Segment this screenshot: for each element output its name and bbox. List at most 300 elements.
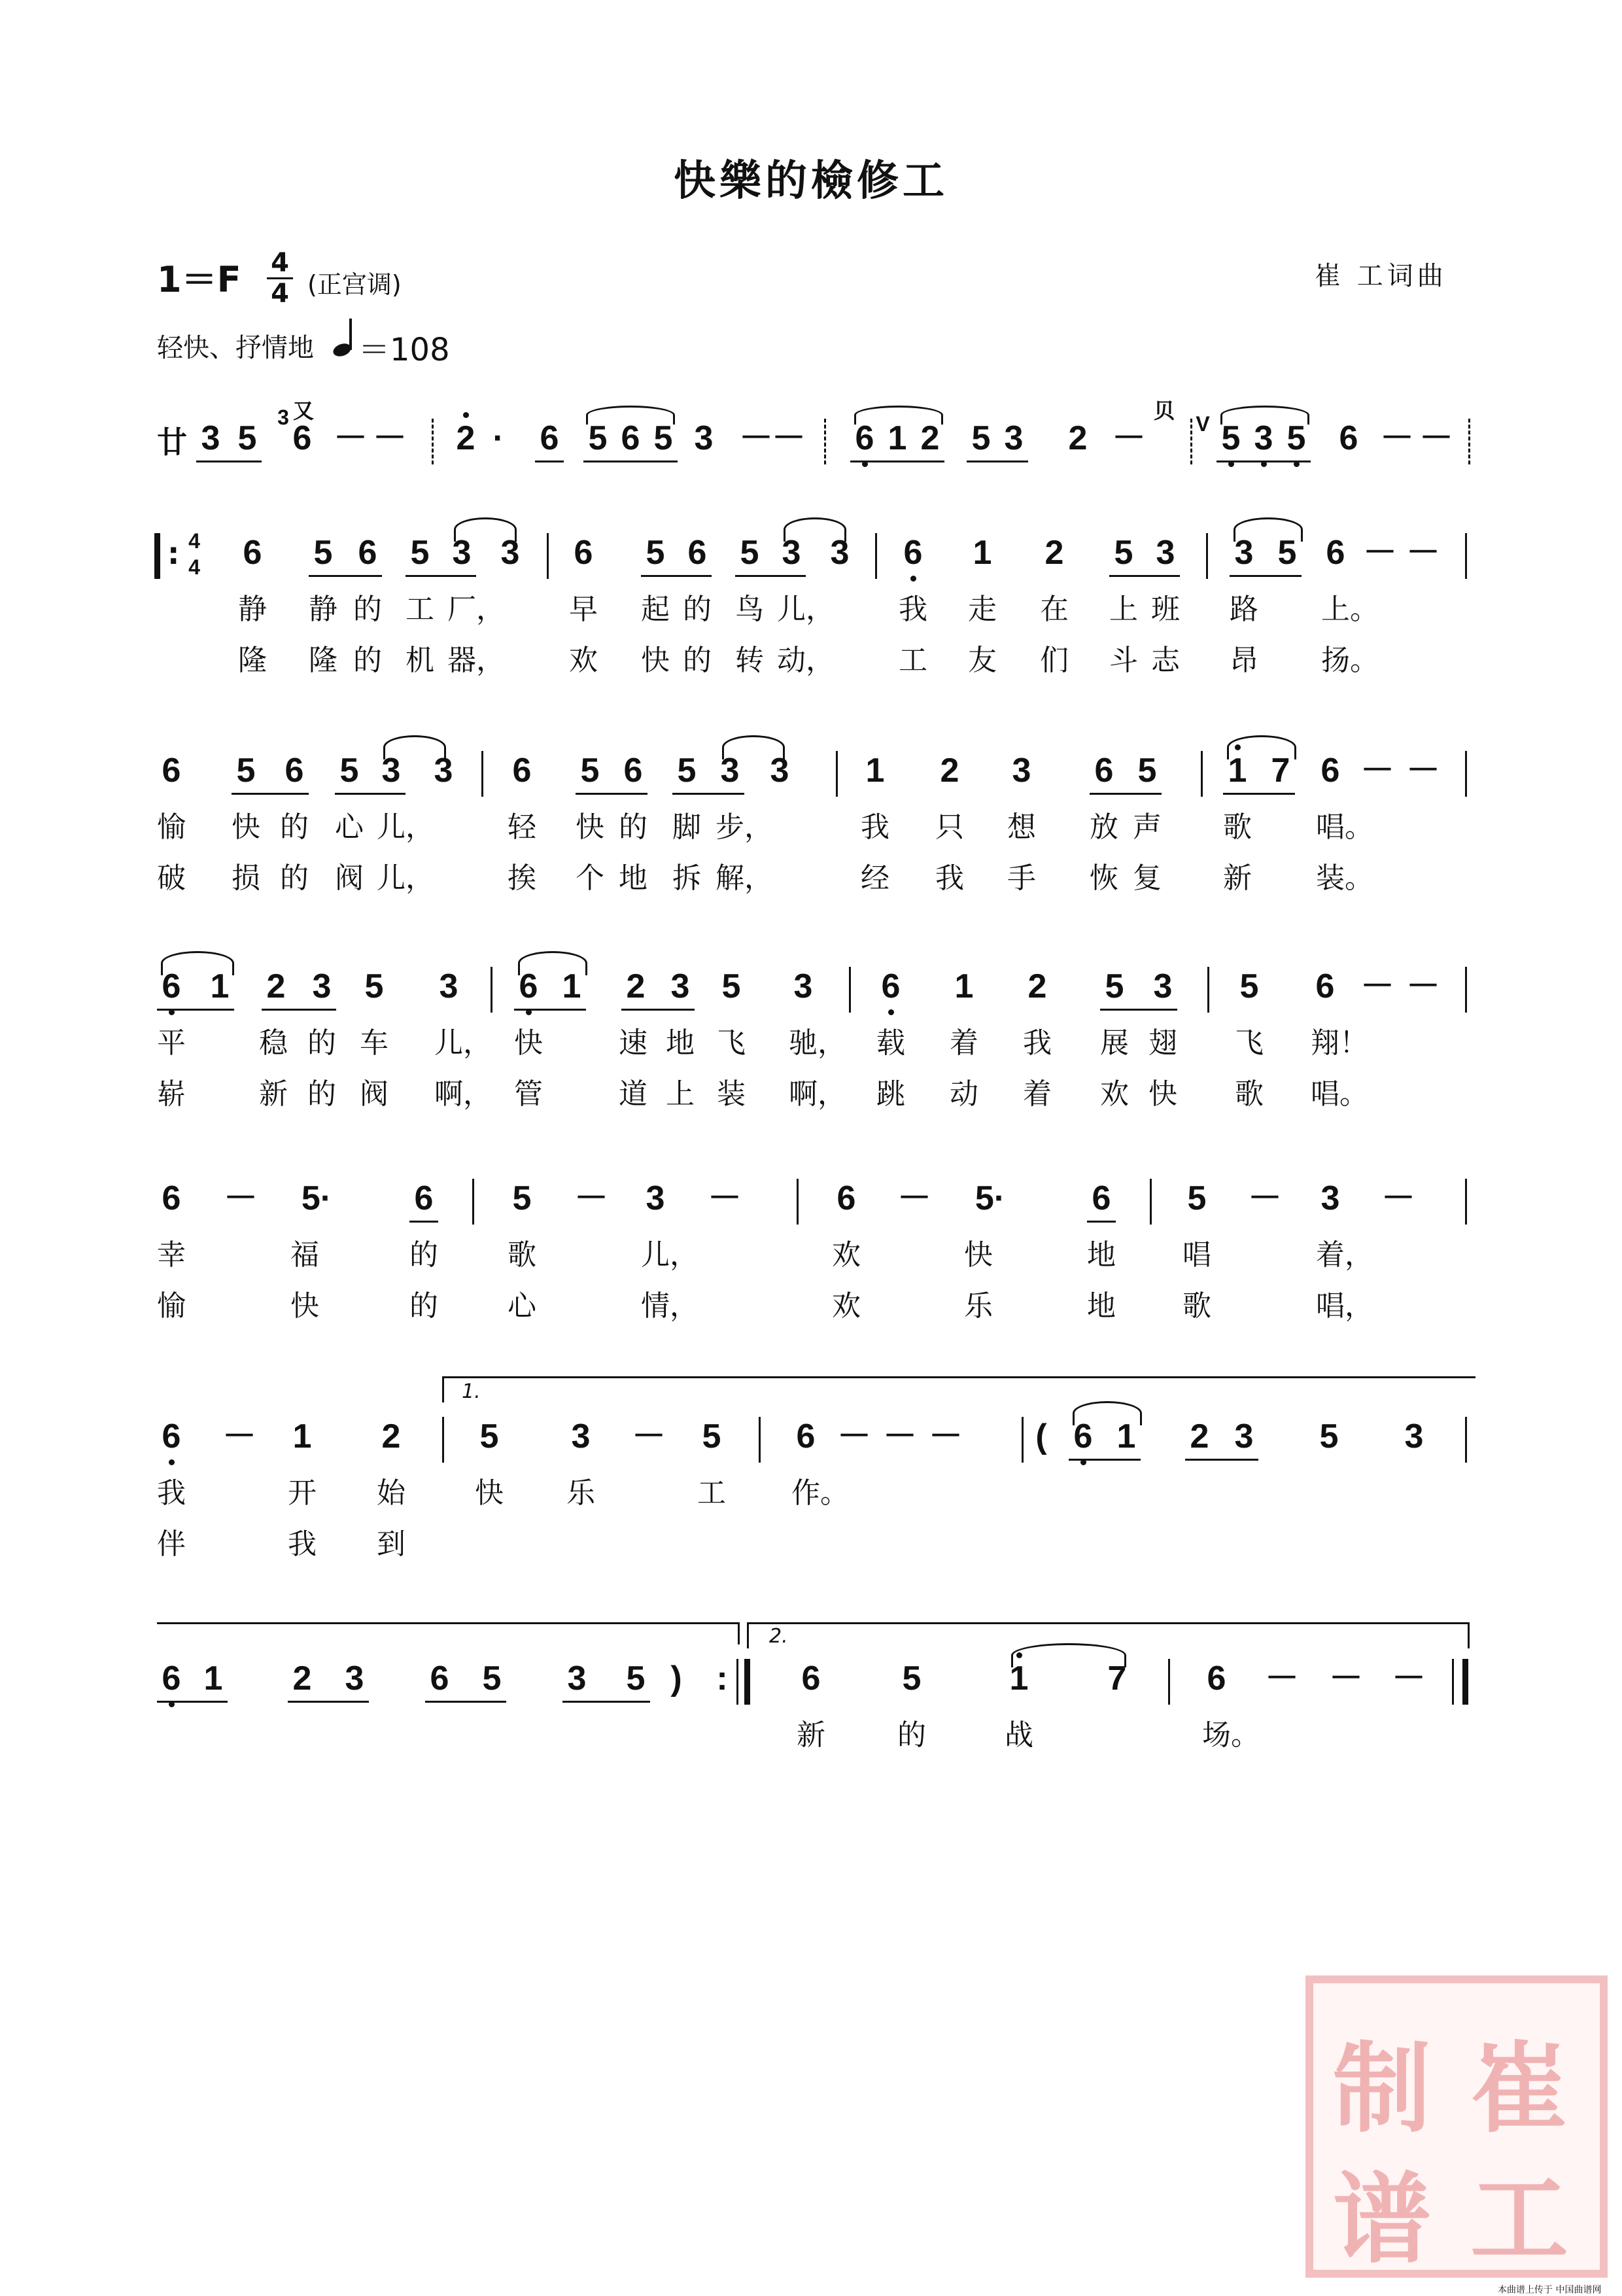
note: 5 (482, 1660, 502, 1697)
staff-line-3 (0, 967, 1622, 1137)
barline (1190, 419, 1192, 464)
barline (1465, 967, 1467, 1013)
note: 3 (1234, 534, 1254, 572)
intro-staff (0, 399, 1622, 491)
note: 6 (574, 534, 593, 572)
lyric: 阀 (360, 1077, 388, 1111)
lyric: 作。 (791, 1476, 849, 1510)
note: 2 (381, 1418, 401, 1455)
note: 3 (1156, 534, 1175, 572)
underline (1185, 1459, 1258, 1461)
lyric: 走 (968, 593, 997, 626)
meter-bottom: 4 (271, 279, 289, 309)
dash: － (897, 1179, 932, 1217)
note: 5 (702, 1418, 721, 1455)
note: 3 (567, 1660, 587, 1697)
dash: － (334, 419, 368, 457)
note: 5· (301, 1179, 332, 1217)
lyric: 轻 (508, 810, 536, 844)
lyric: 我 (899, 593, 927, 626)
note: 3 (381, 752, 401, 790)
note: 1 (292, 1418, 312, 1455)
note: 5 (479, 1418, 499, 1455)
note: 1 (1005, 1659, 1033, 1698)
note: 5 (588, 419, 608, 457)
note: 5 (902, 1660, 922, 1697)
barline (1465, 1179, 1467, 1225)
volta-1-line (442, 1376, 1475, 1378)
repeat-end (744, 1659, 750, 1705)
lyric: 动 (950, 1077, 978, 1111)
lyric: 儿， (434, 1026, 492, 1060)
note: 6 (292, 419, 312, 457)
lyric: 上 (666, 1077, 695, 1111)
lyric: 快 (290, 1289, 319, 1323)
underline (583, 461, 678, 462)
dash: － (1360, 967, 1395, 1005)
lyric: 展 (1100, 1026, 1129, 1060)
lyric: 新 (259, 1077, 288, 1111)
note: 6 (1339, 419, 1358, 457)
lyric: 歌 (1235, 1077, 1264, 1111)
underline (335, 793, 406, 795)
lyric: 的 (280, 861, 309, 895)
lyric: 想 (1007, 810, 1036, 844)
note: 5 (646, 534, 665, 572)
time-signature (267, 250, 293, 307)
lyric: 欢 (1100, 1077, 1129, 1111)
lyric: 的 (353, 644, 382, 677)
lyric: 速 (619, 1026, 647, 1060)
lyric: 我 (861, 810, 889, 844)
lyric: 昂 (1230, 644, 1258, 677)
note: 5· (975, 1179, 1006, 1217)
underline (157, 1701, 228, 1703)
slur (161, 951, 234, 975)
lyric: 欢 (569, 644, 598, 677)
lyric: 起 (641, 593, 670, 626)
underline (641, 575, 712, 577)
note: 5 (1137, 752, 1157, 790)
barline (824, 419, 826, 464)
lyric: 翔！ (1311, 1026, 1368, 1060)
staff-line-2 (0, 751, 1622, 921)
barline (836, 751, 838, 797)
lyric: 工 (406, 593, 434, 626)
note: 5 (1319, 1418, 1339, 1455)
lyric: 器， (447, 644, 505, 677)
lyric: 的 (683, 644, 712, 677)
lyric: 情， (641, 1289, 699, 1323)
barline (875, 533, 877, 579)
dash: － (929, 1418, 963, 1455)
note: 5 (512, 1179, 532, 1217)
lyric: 隆 (309, 644, 337, 677)
note: 3 (345, 1660, 364, 1697)
note: 2 (1068, 419, 1088, 457)
note: 6 (285, 752, 304, 790)
slur (1234, 517, 1303, 542)
dash: － (632, 1418, 666, 1455)
lyric: 隆 (238, 644, 267, 677)
underline (562, 1701, 650, 1703)
note: 3 (571, 1418, 591, 1455)
seal-char: 崔 (1470, 2031, 1569, 2146)
note: 6 (1326, 534, 1345, 572)
note: 3 (720, 752, 740, 790)
dash: － (1419, 419, 1454, 457)
lyric: 友 (968, 644, 997, 677)
lyric: 儿， (377, 861, 434, 895)
lyric: 斗 (1109, 644, 1138, 677)
intro-mark: 廿 (157, 425, 187, 460)
lyric: 经 (861, 861, 889, 895)
lyric: 崭 (157, 1077, 186, 1111)
note: 6 (157, 1659, 186, 1698)
underline (288, 1701, 369, 1703)
dash: － (1360, 752, 1395, 790)
barline (1465, 751, 1467, 797)
underline (850, 461, 944, 462)
meter-top: 4 (188, 529, 200, 553)
barline (1468, 419, 1470, 464)
lyric: 路 (1230, 593, 1258, 626)
lyric: 儿， (777, 593, 835, 626)
note: 3 (694, 419, 714, 457)
note: 5 (653, 419, 673, 457)
lyric: 志 (1151, 644, 1180, 677)
note: 7 (1271, 752, 1290, 790)
note: 6 (430, 1660, 449, 1697)
lyric: 稳 (259, 1026, 288, 1060)
song-title: 快樂的檢修工 (674, 156, 948, 205)
staff-line-6 (0, 1659, 1622, 1764)
dash: － (837, 1418, 872, 1455)
staff-line-4 (0, 1179, 1622, 1349)
note: 1 (1223, 751, 1252, 790)
note: 5 (740, 534, 759, 572)
lyric: 跳 (876, 1077, 905, 1111)
lyric: 在 (1040, 593, 1069, 626)
lyric: 心 (335, 810, 364, 844)
lyric: 破 (157, 861, 186, 895)
note: 5 (1282, 419, 1311, 458)
author-credit: 崔 工词曲 (1315, 261, 1447, 291)
underline (1100, 1009, 1177, 1011)
note: 1 (562, 967, 581, 1005)
lyric: 的 (619, 810, 647, 844)
meter-bottom: 4 (188, 555, 200, 579)
triplet-slur (854, 406, 943, 425)
note: 3 (1234, 1418, 1254, 1455)
note: 3 (1404, 1418, 1424, 1455)
author-seal (1305, 1975, 1608, 2278)
lyric: 拆 (672, 861, 701, 895)
lyric: 地 (619, 861, 647, 895)
slur (1073, 1401, 1142, 1425)
lyric: 恢 (1090, 861, 1118, 895)
note: 5 (1187, 1179, 1207, 1217)
lyric: 个 (576, 861, 604, 895)
lyric: 场。 (1202, 1718, 1260, 1752)
note: 3 (1320, 1179, 1340, 1217)
lyric: 上 (1109, 593, 1138, 626)
note: 6 (621, 419, 640, 457)
note: 6 (1207, 1660, 1226, 1697)
lyric: 唱， (1316, 1289, 1373, 1323)
note: 6 (512, 752, 532, 790)
note: 3 (1012, 752, 1031, 790)
bracket-tick (738, 1622, 740, 1644)
lyric: 平 (157, 1026, 186, 1060)
note: 3 (1153, 967, 1173, 1005)
lyric: 着 (1023, 1077, 1052, 1111)
underline (535, 461, 564, 462)
triplet-slur (586, 406, 675, 425)
note: 5 (237, 419, 257, 457)
triplet-slur (1220, 406, 1309, 425)
dash: － (222, 1418, 257, 1455)
meter-top: 4 (271, 248, 289, 278)
volta-2-line (747, 1622, 1469, 1624)
lyric: 动， (777, 644, 835, 677)
note: 5 (364, 967, 384, 1005)
volta-2-number: 2. (769, 1625, 788, 1648)
note: 6 (414, 1179, 434, 1217)
note: 6 (358, 534, 377, 572)
underline (1230, 575, 1302, 577)
barline (1465, 1417, 1467, 1463)
note: 3 (646, 1179, 665, 1217)
lyric: 唱 (1182, 1238, 1211, 1272)
lyric: 乐 (566, 1476, 595, 1510)
barline (547, 533, 549, 579)
note: 6 (899, 533, 927, 572)
note: 2 (1190, 1418, 1209, 1455)
lyric: 愉 (157, 1289, 186, 1323)
note: 6 (1092, 1179, 1111, 1217)
note: 3 (770, 752, 789, 790)
key-signature: 1＝F (157, 259, 241, 300)
note: 5 (1114, 534, 1133, 572)
note: 3 (500, 534, 520, 572)
note: 5 (236, 752, 256, 790)
dash: － (1406, 534, 1441, 572)
grace-note: 3 (277, 406, 289, 429)
note: 3 (830, 534, 850, 572)
lyric: 歌 (1223, 810, 1252, 844)
lyric: 我 (1023, 1026, 1052, 1060)
mode-label: (正宫调) (307, 270, 402, 299)
note: 6 (1315, 967, 1335, 1005)
lyric: 伴 (157, 1527, 186, 1561)
note: 3 (670, 967, 690, 1005)
lyric: 的 (897, 1718, 926, 1752)
underline (672, 793, 744, 795)
note: 2 (1027, 967, 1047, 1005)
repeat-start (154, 533, 160, 579)
paren-open: ( (1035, 1418, 1047, 1455)
dash: － (373, 419, 407, 457)
note: 1 (973, 534, 992, 572)
tempo-text: 轻快、抒情地 (157, 333, 314, 363)
barline (442, 1417, 444, 1463)
lyric: 早 (569, 593, 598, 626)
lyric: 放 (1090, 810, 1118, 844)
lyric: 声 (1133, 810, 1162, 844)
seal-char: 制 (1333, 2031, 1432, 2146)
lyric: 的 (307, 1077, 336, 1111)
note: 6 (162, 1179, 181, 1217)
underline (514, 1009, 586, 1011)
lyric: 着， (1316, 1238, 1373, 1272)
lyric: 快 (232, 810, 260, 844)
note: 2 (920, 419, 940, 457)
lyric: 欢 (832, 1238, 861, 1272)
dash: － (1392, 1660, 1426, 1697)
underline (576, 793, 647, 795)
barline (432, 419, 434, 464)
slur (1011, 1643, 1126, 1667)
note: 6 (157, 967, 186, 1006)
lyric: 们 (1040, 644, 1069, 677)
dash: － (883, 1418, 918, 1455)
lyric: 机 (406, 644, 434, 677)
barline (1207, 967, 1209, 1013)
lyric: 班 (1151, 593, 1180, 626)
lyric: 的 (409, 1289, 438, 1323)
dash: － (1406, 752, 1441, 790)
lyric: 始 (377, 1476, 406, 1510)
note: 6 (796, 1418, 816, 1455)
note: 5 (721, 967, 741, 1005)
underline (409, 1221, 438, 1223)
barline (849, 967, 851, 1013)
note: 5 (971, 419, 991, 457)
lyric: 开 (288, 1476, 317, 1510)
lyric: 的 (409, 1238, 438, 1272)
note: 6 (1320, 752, 1340, 790)
lyric: 静 (238, 593, 267, 626)
slur (518, 951, 587, 975)
lyric: 歌 (1182, 1289, 1211, 1323)
lyric: 幸 (157, 1238, 186, 1272)
note: 1 (210, 967, 230, 1005)
bracket-line (157, 1622, 739, 1624)
lyric: 挨 (508, 861, 536, 895)
lyric: 战 (1005, 1718, 1033, 1752)
lyric: 步， (716, 810, 773, 844)
lyric: 手 (1007, 861, 1036, 895)
lyric: 厂， (447, 593, 505, 626)
lyric: 啊， (434, 1077, 492, 1111)
underline (1087, 1221, 1116, 1223)
underline (425, 1701, 506, 1703)
lyric: 我 (935, 861, 964, 895)
underline (309, 575, 382, 577)
note: 6 (623, 752, 643, 790)
barline (1150, 1179, 1152, 1225)
underline (157, 1009, 234, 1011)
lyric: 快 (641, 644, 670, 677)
underline (1069, 1459, 1141, 1461)
lyric: 快 (475, 1476, 504, 1510)
lyric: 心 (508, 1289, 536, 1323)
barline (491, 967, 492, 1013)
barline (759, 1417, 761, 1463)
lyric: 上。 (1321, 593, 1379, 626)
dash: － (224, 1179, 258, 1217)
underline (967, 461, 1028, 462)
note: 6 (850, 419, 879, 458)
tempo-value: ＝108 (358, 332, 450, 368)
final-barline-thin (1452, 1659, 1454, 1705)
note: 6 (837, 1179, 856, 1217)
barline (1022, 1417, 1024, 1463)
note: 5 (1216, 419, 1245, 458)
dash: － (1265, 1660, 1300, 1697)
note: 6 (1094, 752, 1114, 790)
note: 5 (313, 534, 333, 572)
lyric: 快 (514, 1026, 543, 1060)
underline (1109, 575, 1180, 577)
dash: － (1381, 1179, 1416, 1217)
note: 3 (434, 752, 453, 790)
lyric: 到 (377, 1527, 406, 1561)
underline (1090, 793, 1162, 795)
footer-credit: 本曲谱上传于 中国曲谱网 (1498, 2285, 1602, 2295)
lyric: 儿， (377, 810, 434, 844)
lyric: 载 (876, 1026, 905, 1060)
note: 5 (339, 752, 359, 790)
seal-char: 工 (1470, 2162, 1569, 2277)
note: 2 (626, 967, 646, 1005)
note: 7 (1107, 1660, 1127, 1697)
lyric: 扬。 (1321, 644, 1379, 677)
lyric: 管 (514, 1077, 543, 1111)
underline (735, 575, 806, 577)
note: 5 (1239, 967, 1259, 1005)
note: 5 (580, 752, 600, 790)
dot: · (492, 419, 504, 457)
note: 1 (1116, 1418, 1136, 1455)
lyric: 解， (716, 861, 773, 895)
lyric: 儿， (641, 1238, 699, 1272)
note: 6 (540, 419, 559, 457)
underline (1216, 461, 1311, 462)
note: 3 (452, 534, 472, 572)
note: 1 (865, 752, 885, 790)
note: 3 (1249, 419, 1278, 458)
volta-2-end-tick (1468, 1622, 1470, 1648)
lyric: 道 (619, 1077, 647, 1111)
lyric: 阀 (335, 861, 364, 895)
lyric: 的 (353, 593, 382, 626)
volta-1-number: 1. (462, 1380, 481, 1403)
dash: － (1329, 1660, 1364, 1697)
dash: － (708, 1179, 742, 1217)
lyric: 飞 (1235, 1026, 1264, 1060)
note: 3 (312, 967, 332, 1005)
lyric: 我 (288, 1527, 317, 1561)
barline (797, 1179, 799, 1225)
lyric: 地 (666, 1026, 695, 1060)
lyric: 福 (290, 1238, 319, 1272)
barline (481, 751, 483, 797)
lyric: 装 (717, 1077, 746, 1111)
underline (262, 1009, 336, 1011)
note: 6 (1069, 1417, 1097, 1456)
